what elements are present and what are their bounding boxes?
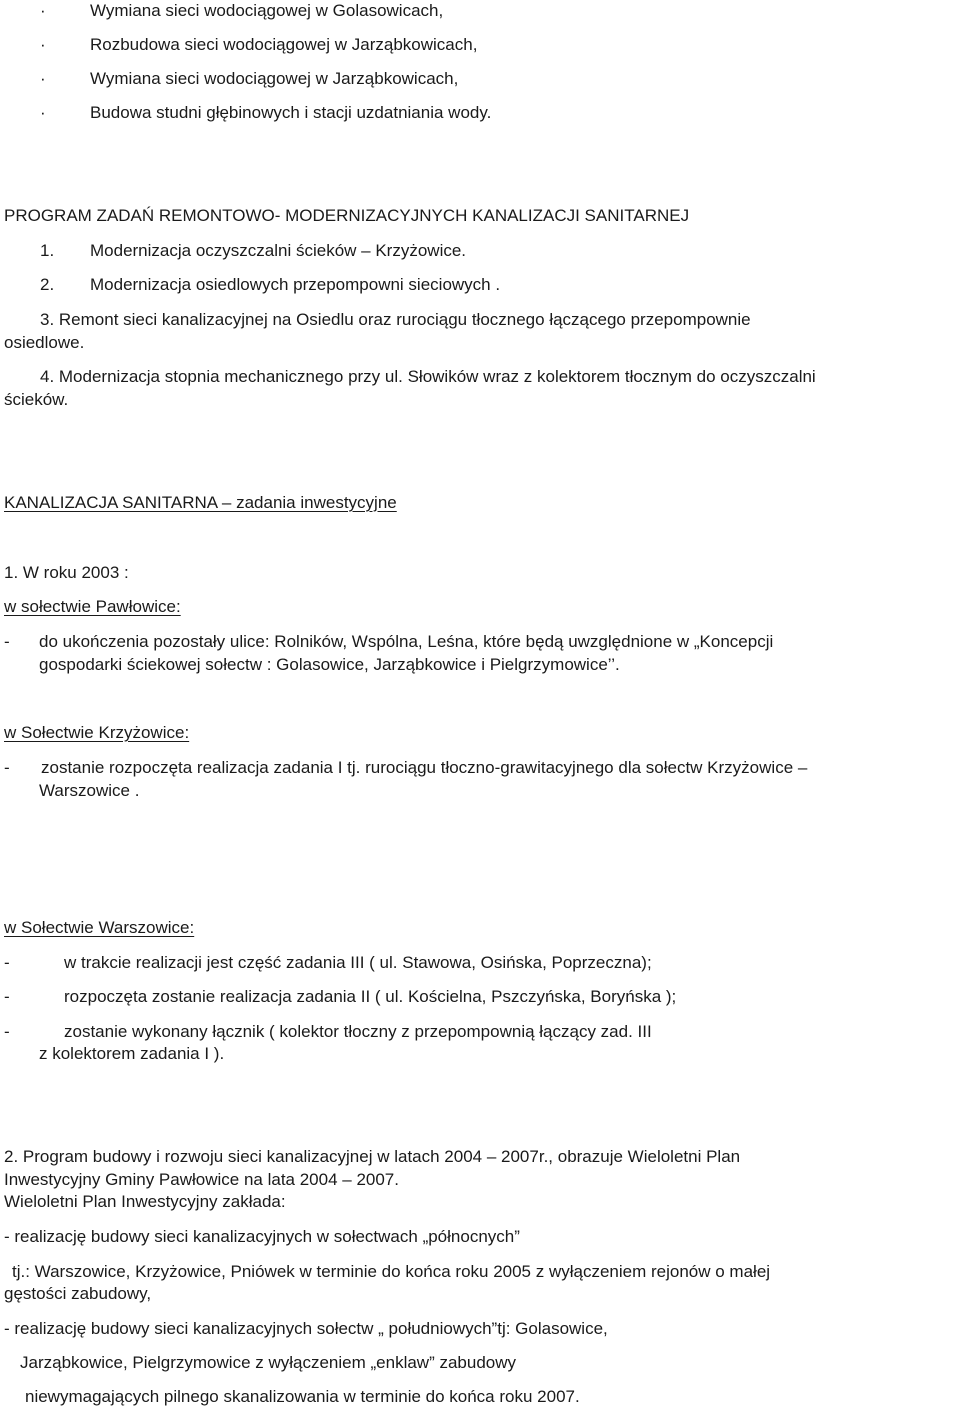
kanalizacja-heading: KANALIZACJA SANITARNA – zadania inwestycyjne: [4, 493, 397, 512]
program-item-text: ścieków.: [4, 390, 69, 409]
dash-marker: -: [4, 987, 10, 1006]
program-heading: PROGRAM ZADAŃ REMONTOWO- MODERNIZACYJNYCH KANALIZACJI SANITARNEJ: [4, 206, 690, 225]
section2-text: Wieloletni Plan Inwestycyjny zakłada:: [4, 1192, 286, 1211]
north-plan-text: tj.: Warszowice, Krzyżowice, Pniówek w terminie do końca roku 2005 z wyłączeniem rejonów o małej: [12, 1262, 771, 1281]
dash-marker: -: [4, 632, 10, 651]
program-item-text: Modernizacja osiedlowych przepompowni sieciowych .: [90, 275, 501, 294]
program-item-number: 1.: [40, 241, 55, 260]
pawlowice-text: do ukończenia pozostały ulice: Rolników, Wspólna, Leśna, które będą uwzględnione w „Koncepcji: [39, 632, 774, 651]
south-plan-text: - realizację budowy sieci kanalizacyjnych sołectw „ południowych”tj: Golasowice,: [4, 1319, 608, 1338]
section2-text: Inwestycyjny Gminy Pawłowice na lata 2004 – 2007.: [4, 1170, 399, 1189]
dash-marker: -: [4, 1022, 10, 1041]
bullet-item: Rozbudowa sieci wodociągowej w Jarząbkowicach,: [90, 35, 478, 54]
section2-text: 2. Program budowy i rozwoju sieci kanalizacyjnej w latach 2004 – 2007r., obrazuje Wieloletni Plan: [4, 1147, 741, 1166]
bullet-item: Budowa studni głębinowych i stacji uzdatniania wody.: [90, 103, 492, 122]
pawlowice-text: gospodarki ściekowej sołectw : Golasowice, Jarząbkowice i Pielgrzymowice’’.: [39, 655, 620, 674]
year-line: 1. W roku 2003 :: [4, 563, 129, 582]
warszowice-label: w Sołectwie Warszowice:: [4, 918, 195, 937]
north-plan-text: gęstości zabudowy,: [4, 1284, 152, 1303]
warszowice-item: w trakcie realizacji jest część zadania III ( ul. Stawowa, Osińska, Poprzeczna);: [64, 953, 652, 972]
south-plan-text: niewymagających pilnego skanalizowania w terminie do końca roku 2007.: [25, 1387, 580, 1406]
program-item-text: osiedlowe.: [4, 333, 85, 352]
bullet-item: Wymiana sieci wodociągowej w Golasowicach,: [90, 1, 444, 20]
krzyzowice-label: w Sołectwie Krzyżowice:: [4, 723, 190, 742]
dash-marker: -: [4, 758, 10, 777]
bullet-marker: ·: [40, 103, 46, 122]
bullet-item: Wymiana sieci wodociągowej w Jarząbkowicach,: [90, 69, 459, 88]
program-item-text: 3. Remont sieci kanalizacyjnej na Osiedlu oraz rurociągu tłocznego łączącego przepompownie: [40, 310, 751, 329]
krzyzowice-text: zostanie rozpoczęta realizacja zadania I tj. rurociągu tłoczno-grawitacyjnego dla sołectw Krzyżowice –: [41, 758, 808, 777]
bullet-marker: ·: [40, 35, 46, 54]
program-item-text: 4. Modernizacja stopnia mechanicznego przy ul. Słowików wraz z kolektorem tłocznym do oczyszczalni: [40, 367, 816, 386]
bullet-marker: ·: [40, 69, 46, 88]
north-plan-text: - realizację budowy sieci kanalizacyjnych w sołectwach „północnych”: [4, 1227, 520, 1246]
bullet-marker: ·: [40, 1, 46, 20]
warszowice-item: zostanie wykonany łącznik ( kolektor tłoczny z przepompownią łączący zad. III: [64, 1022, 652, 1041]
program-item-text: Modernizacja oczyszczalni ścieków – Krzyżowice.: [90, 241, 467, 260]
warszowice-item: z kolektorem zadania I ).: [39, 1044, 225, 1063]
warszowice-item: rozpoczęta zostanie realizacja zadania II ( ul. Kościelna, Pszczyńska, Boryńska );: [64, 987, 677, 1006]
south-plan-text: Jarząbkowice, Pielgrzymowice z wyłączeniem „enklaw” zabudowy: [20, 1353, 517, 1372]
dash-marker: -: [4, 953, 10, 972]
krzyzowice-text: Warszowice .: [39, 781, 140, 800]
pawlowice-label: w sołectwie Pawłowice:: [4, 597, 181, 616]
program-item-number: 2.: [40, 275, 55, 294]
